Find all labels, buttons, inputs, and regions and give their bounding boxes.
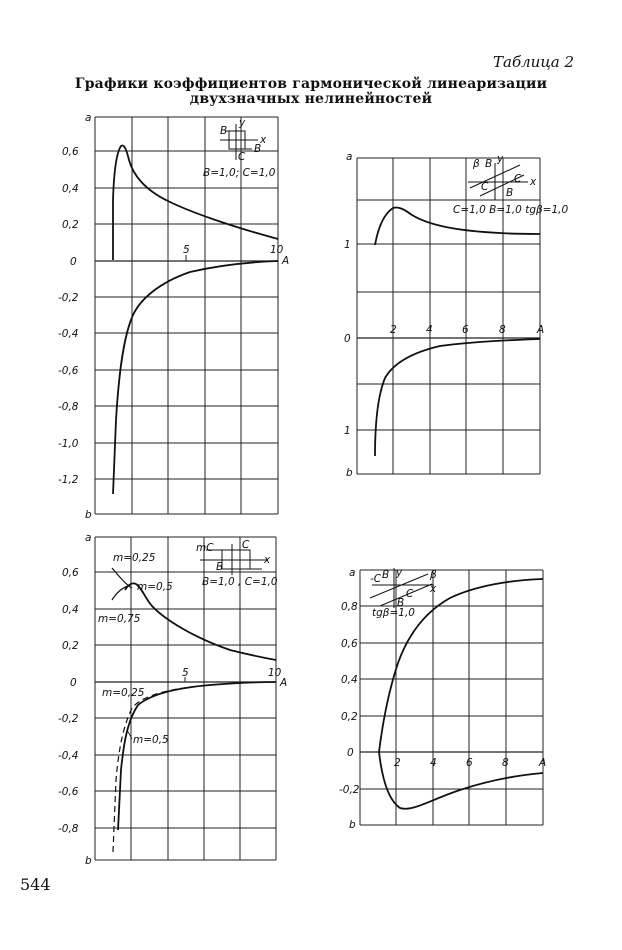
panel3-label-b-m025: m=0,25	[102, 687, 145, 699]
panel1-ytick: -0,8	[58, 401, 79, 413]
panel4-inset-C: -C	[370, 573, 382, 585]
panel3-ytick: 0,2	[62, 640, 79, 652]
panel4-xtick: 4	[430, 757, 437, 769]
panel4-ytick: 0,6	[341, 638, 358, 650]
panel4-xtick: 8	[502, 757, 509, 769]
panel4-inset-y: y	[396, 567, 403, 579]
panel2-xtick: 2	[390, 324, 397, 336]
panel1-ytick: -0,6	[58, 365, 79, 377]
panel1-ytick: 0,6	[62, 146, 79, 158]
panel4-inset-params: tgβ=1,0	[372, 607, 415, 619]
panel4-b-label: b	[349, 819, 356, 831]
panel3-inset-C: C	[242, 539, 250, 551]
panel4-xtick: 2	[394, 757, 401, 769]
panel2-xtick: 4	[426, 324, 433, 336]
panel3-label-a-m05: m=0,5	[137, 581, 173, 593]
panel3-ytick: -0,8	[58, 823, 79, 835]
panel4-ytick: 0,2	[341, 711, 358, 723]
panel2-ytick: 1	[344, 425, 351, 437]
panel2-b-label: b	[346, 467, 353, 479]
panel1-inset-C: C	[238, 151, 246, 163]
panel2-inset-x: x	[530, 176, 537, 188]
panel3-ytick: -0,4	[58, 750, 79, 762]
panel4-axis-A: A	[539, 757, 547, 769]
panel1-ytick: 0	[70, 256, 77, 268]
panel4-ytick: -0,2	[339, 784, 360, 796]
figure-title-line2: двухзначных нелинейностей	[189, 91, 433, 107]
panel3-label-a-m075: m=0,75	[98, 613, 141, 625]
panel3-a-label: a	[85, 532, 92, 544]
panel2-a-label: a	[346, 151, 353, 163]
panel2-inset-B2: B	[506, 187, 514, 199]
panel1-inset-B-right: B	[254, 143, 262, 155]
panel4-inset-B: B	[382, 569, 390, 581]
figure-title-line1: Графики коэффициентов гармонической линеаризации	[74, 76, 548, 92]
panel3-ytick: -0,2	[58, 713, 79, 725]
panel4-inset-beta: β	[430, 569, 437, 581]
panel4-ytick: 0	[347, 747, 354, 759]
panel3-axis-A: A	[280, 677, 288, 689]
panel3-label-a-m025: m=0,25	[113, 552, 156, 564]
panel2-inset-y: y	[497, 153, 504, 165]
panel1-ytick: -1,0	[58, 438, 79, 450]
panel2-inset-B1: B	[485, 158, 493, 170]
panel2-inset-C1: C	[481, 181, 489, 193]
panel1-xtick: 10	[270, 244, 284, 256]
panel3-inset-B: B	[216, 561, 224, 573]
panel1-ytick: -0,2	[58, 292, 79, 304]
panel1-a-label: a	[85, 112, 92, 124]
panel1-xtick: 5	[183, 244, 190, 256]
panel3-xtick: 10	[268, 667, 282, 679]
panel3-ytick: 0,4	[62, 604, 79, 616]
panel2-xtick: 6	[462, 324, 469, 336]
panel3-inset-x: x	[264, 554, 271, 566]
panel3-ytick: 0	[70, 677, 77, 689]
panel4-inset-x: x	[430, 583, 437, 595]
panel4-a-label: a	[349, 567, 356, 579]
panel3-inset-params: B=1,0 , C=1,0	[202, 576, 278, 588]
panel3-ytick: 0,6	[62, 567, 79, 579]
panel2-ytick: 0	[344, 333, 351, 345]
panel3-b-label: b	[85, 855, 92, 867]
page-number: 544	[20, 875, 51, 894]
panel2-inset-C2: C	[514, 173, 522, 185]
panel2-inset-beta: β	[473, 158, 480, 170]
panel3-ytick: -0,6	[58, 786, 79, 798]
panel1-inset-y: y	[239, 117, 246, 129]
panel1-inset-params: B=1,0; C=1,0	[203, 167, 276, 179]
panel4-inset-C2: C	[406, 588, 414, 600]
panel1-ytick: 0,4	[62, 183, 79, 195]
panel2-xtick: 8	[499, 324, 506, 336]
panel1-inset-B-left: B	[220, 125, 228, 137]
panel3-xtick: 5	[182, 667, 189, 679]
panel2-inset-params: C=1,0 B=1,0 tgβ=1,0	[453, 204, 569, 216]
panel1-inset-x: x	[260, 134, 267, 146]
panel4-curve-b	[379, 752, 543, 809]
panel2-axis-A: A	[537, 324, 545, 336]
panel1-ytick: 0,2	[62, 219, 79, 231]
panel4-xtick: 6	[466, 757, 473, 769]
panel1-ytick: -0,4	[58, 328, 79, 340]
panel4-ytick: 0,4	[341, 674, 358, 686]
table-label: Таблица 2	[493, 53, 575, 71]
panel1-ytick: -1,2	[58, 474, 79, 486]
panel1-axis-A: A	[282, 255, 290, 267]
panel3-label-b-m05: m=0,5	[133, 734, 169, 746]
panel4-ytick: 0,8	[341, 601, 358, 613]
panel2-ytick: 1	[344, 239, 351, 251]
panel1-b-label: b	[85, 509, 92, 521]
panel3-inset-mC: mC	[196, 542, 214, 554]
panel4-inset-B2: B	[397, 597, 405, 609]
